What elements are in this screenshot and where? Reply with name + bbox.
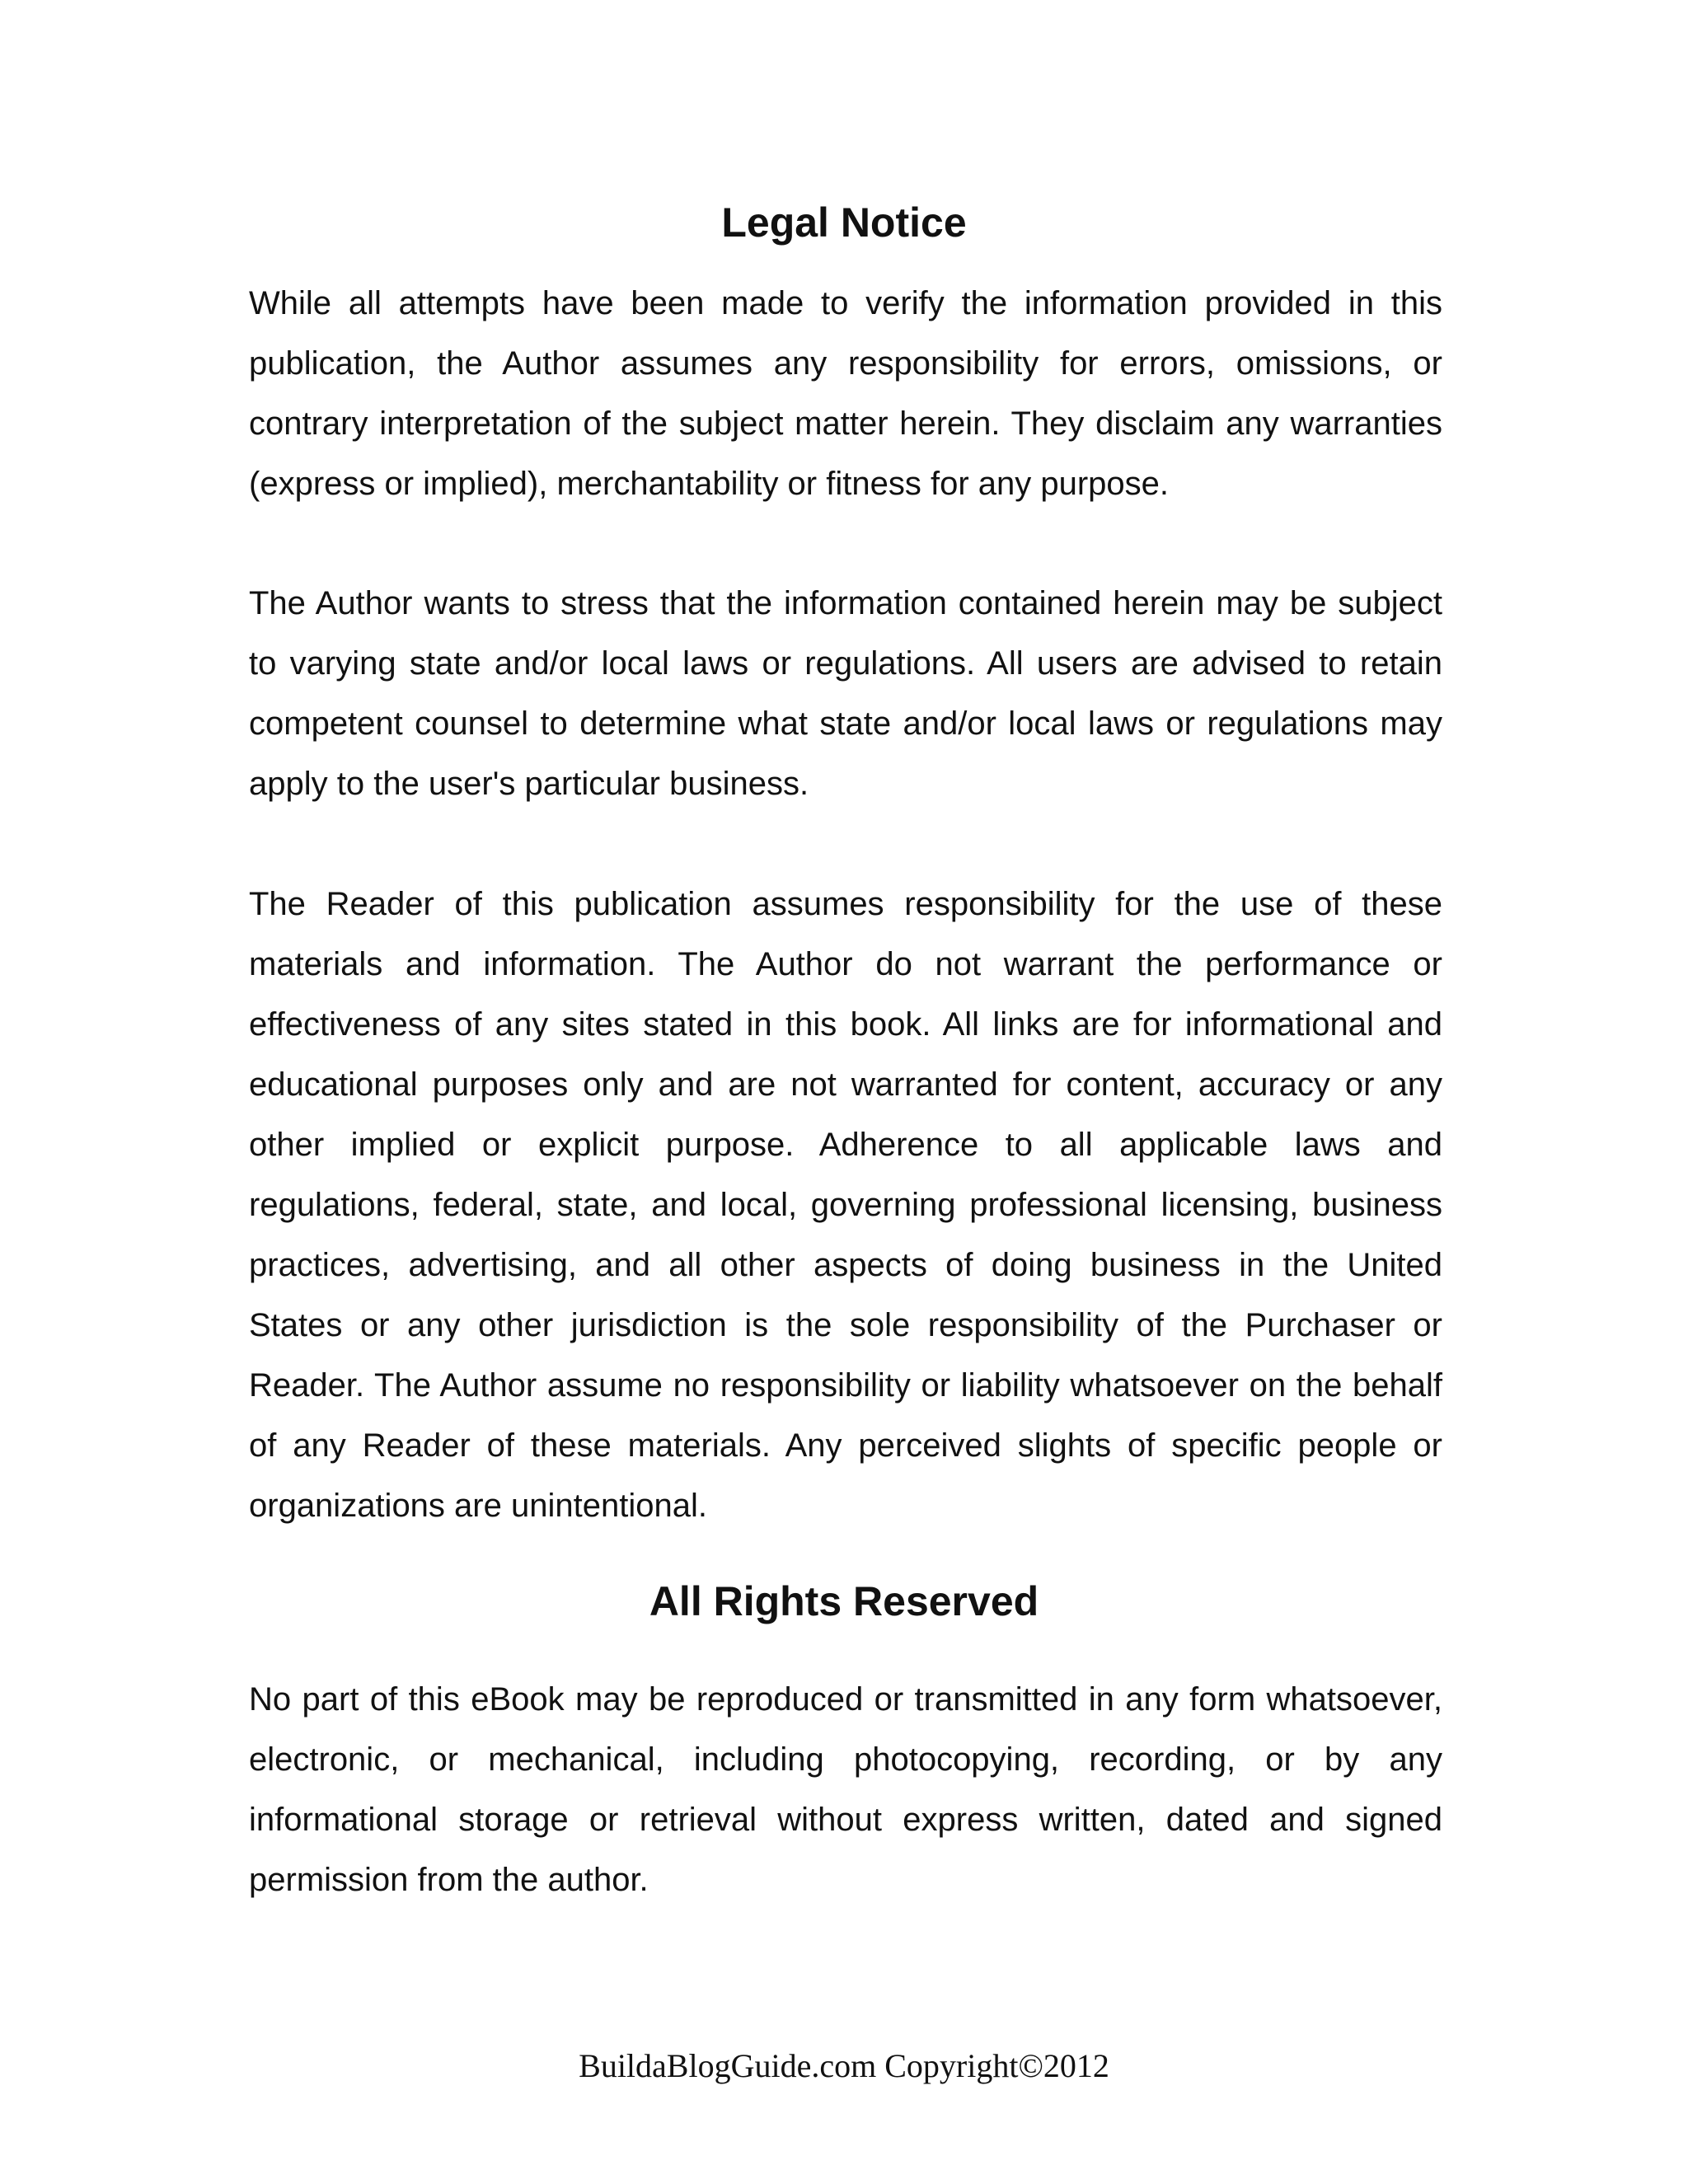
- legal-notice-heading: Legal Notice: [721, 199, 967, 246]
- page-footer-copyright: BuildaBlogGuide.com Copyright©2012: [579, 2047, 1109, 2084]
- legal-notice-paragraph-1: While all attempts have been made to verify the information provided in this publication, the Author assumes any responsibility for errors, omissions, or contrary interpretation of the subject matter herein. They disclaim any warranties (express or implied), merchantability or fitness for any purpose.: [249, 285, 1442, 502]
- legal-notice-paragraph-2: The Author wants to stress that the information contained herein may be subject to varying state and/or local laws or regulations. All users are advised to retain competent counsel to determine what state and/or local laws or regulations may apply to the user's particular business.: [249, 585, 1442, 802]
- all-rights-reserved-heading: All Rights Reserved: [649, 1578, 1039, 1624]
- all-rights-reserved-paragraph: No part of this eBook may be reproduced or transmitted in any form whatsoever, electronic, or mechanical, including photocopying, recording, or by any informational storage or retrieval without express written, dated and signed permission from the author.: [249, 1681, 1442, 1898]
- legal-notice-paragraph-3: The Reader of this publication assumes responsibility for the use of these materials and information. The Author do not warrant the performance or effectiveness of any sites stated in this book. All links are for informational and educational purposes only and are not warranted for content, accuracy or any other implied or explicit purpose. Adherence to all applicable laws and regulations, federal, state, and local, governing professional licensing, business practices, advertising, and all other aspects of doing business in the United States or any other jurisdiction is the sole responsibility of the Purchaser or Reader. The Author assume no responsibility or liability whatsoever on the behalf of any Reader of these materials. Any perceived slights of specific people or organizations are unintentional.: [249, 886, 1442, 1524]
